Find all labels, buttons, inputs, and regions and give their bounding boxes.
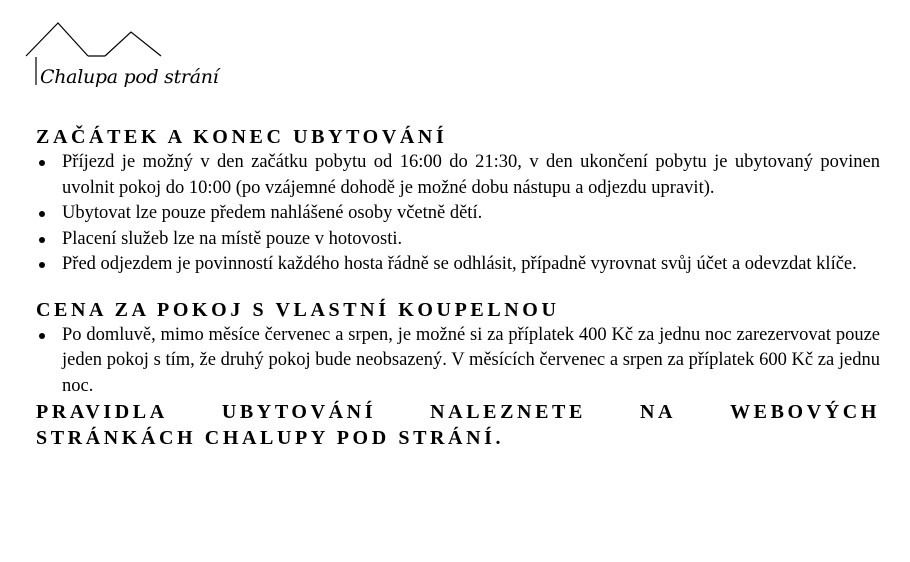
section-heading-private-bathroom: CENA ZA POKOJ S VLASTNÍ KOUPELNOU [36,298,560,321]
section-heading-check-in: ZAČÁTEK A KONEC UBYTOVÁNÍ [36,126,448,148]
list-item: Po domluvě, mimo měsíce červenec a srpen, je možné si za příplatek 400 Kč za jednu noc zarezervovat pouze jeden pokoj s tím, že druhý pokoj bude neobsazený. V měsících červenec a srpen za příplatek 600 Kč za jednu noc. [36,323,880,400]
logo-text: Chalupa pod strání [40,66,219,88]
logo [24,16,254,96]
rules-note-word: UBYTOVÁNÍ [221,401,377,423]
rules-note-word: PRAVIDLA [36,401,168,423]
list-item: Před odjezdem je povinností každého hosta řádně se odhlásit, případně vyrovnat svůj účet a odevzdat klíče. [36,252,880,278]
rules-note-word: WEBOVÝCH [730,401,880,423]
rules-note-line-2: STRÁNKÁCH CHALUPY POD STRÁNÍ. [36,427,505,449]
list-item: Ubytovat lze pouze předem nahlášené osoby včetně dětí. [36,201,880,227]
rules-note [36,399,880,451]
check-in-list [36,150,880,278]
rules-note-line-1 [36,399,880,425]
list-item: Příjezd je možný v den začátku pobytu od 16:00 do 21:30, v den ukončení pobytu je ubytovaný povinen uvolnit pokoj do 10:00 (po vzájemné dohodě je možné dobu nástupu a odjezdu upravit). [36,150,880,201]
list-item: Placení služeb lze na místě pouze v hotovosti. [36,227,880,253]
rules-note-word: NALEZNETE [430,401,586,423]
document-body [36,124,880,451]
rules-note-word: NA [639,401,677,423]
private-bathroom-list [36,323,880,400]
